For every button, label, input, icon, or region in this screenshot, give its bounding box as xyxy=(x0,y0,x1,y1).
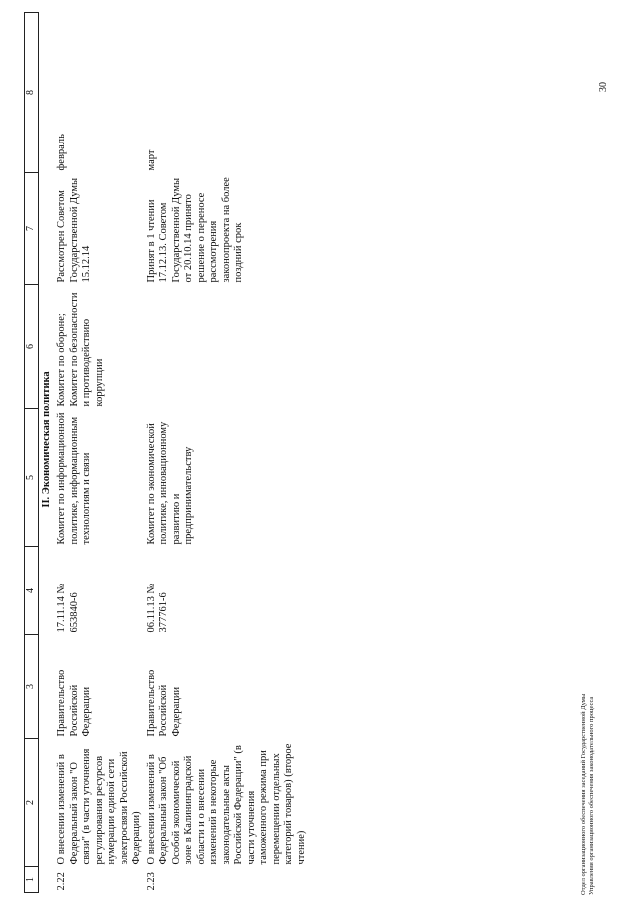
footer-line: Управления организационного обеспечения законодательного процесса xyxy=(588,696,595,895)
table-row xyxy=(145,13,310,893)
column-header: 7 xyxy=(25,173,39,285)
column-header: 5 xyxy=(25,409,39,547)
column-header: 8 xyxy=(25,13,39,173)
column-header: 3 xyxy=(25,635,39,739)
responsible-committee: Комитет по информационной политике, информационным технологиям и связи xyxy=(56,412,92,545)
header-row xyxy=(25,13,39,893)
bill-status: Принят в 1 чтении 17.12.13. Советом Государственной Думы от 20.10.14 принято решение о переносе рассмотрения законопроекта на более поздний срок xyxy=(145,177,244,283)
row-number: 2.23 xyxy=(145,872,157,891)
co-committees xyxy=(145,285,310,409)
column-header: 6 xyxy=(25,285,39,409)
responsible-committee: Комитет по экономической политике, инновационному развитию и предпринимательству xyxy=(145,421,194,545)
planned-month: март xyxy=(145,149,157,171)
bill-date-number: 06.11.13 № 377761-6 xyxy=(145,583,169,633)
co-committees: Комитет по обороне; Комитет по безопасности и противодействию коррупции xyxy=(56,292,105,407)
bill-title: О внесении изменений в Федеральный закон "О связи" (в части уточнения регулирования ресурсов нумерации единой сети электросвязи Российской Федерации) xyxy=(56,748,142,865)
section-title: II. Экономическая политика xyxy=(40,371,52,508)
bills-table xyxy=(24,12,309,893)
table-row xyxy=(55,13,145,893)
bill-title: О внесении изменений в Федеральный закон "Об Особой экономической зоне в Калининградской области и о внесении изменений в некоторые законодательные акты Российской Федерации" (в части уточнения таможенного режима при перемещении отдельных категорий товаров) (второе чтение) xyxy=(145,743,307,865)
column-header: 4 xyxy=(25,547,39,635)
bill-author: Правительство Российской Федерации xyxy=(145,669,182,737)
column-header: 2 xyxy=(25,739,39,867)
bill-author: Правительство Российской Федерации xyxy=(56,669,92,737)
planned-month: февраль xyxy=(56,134,67,171)
page-number: 30 xyxy=(598,82,609,92)
rotated-table-container xyxy=(24,13,307,893)
bill-date-number: 17.11.14 № 653840-6 xyxy=(56,583,80,633)
row-number: 2.22 xyxy=(56,872,67,891)
page-footer xyxy=(580,595,596,895)
footer-line: Отдел организационного обеспечения заседаний Государственной Думы xyxy=(580,693,587,895)
bill-status: Рассмотрен Советом Государственной Думы 15.12.14 xyxy=(56,177,92,283)
column-header: 1 xyxy=(25,867,39,893)
